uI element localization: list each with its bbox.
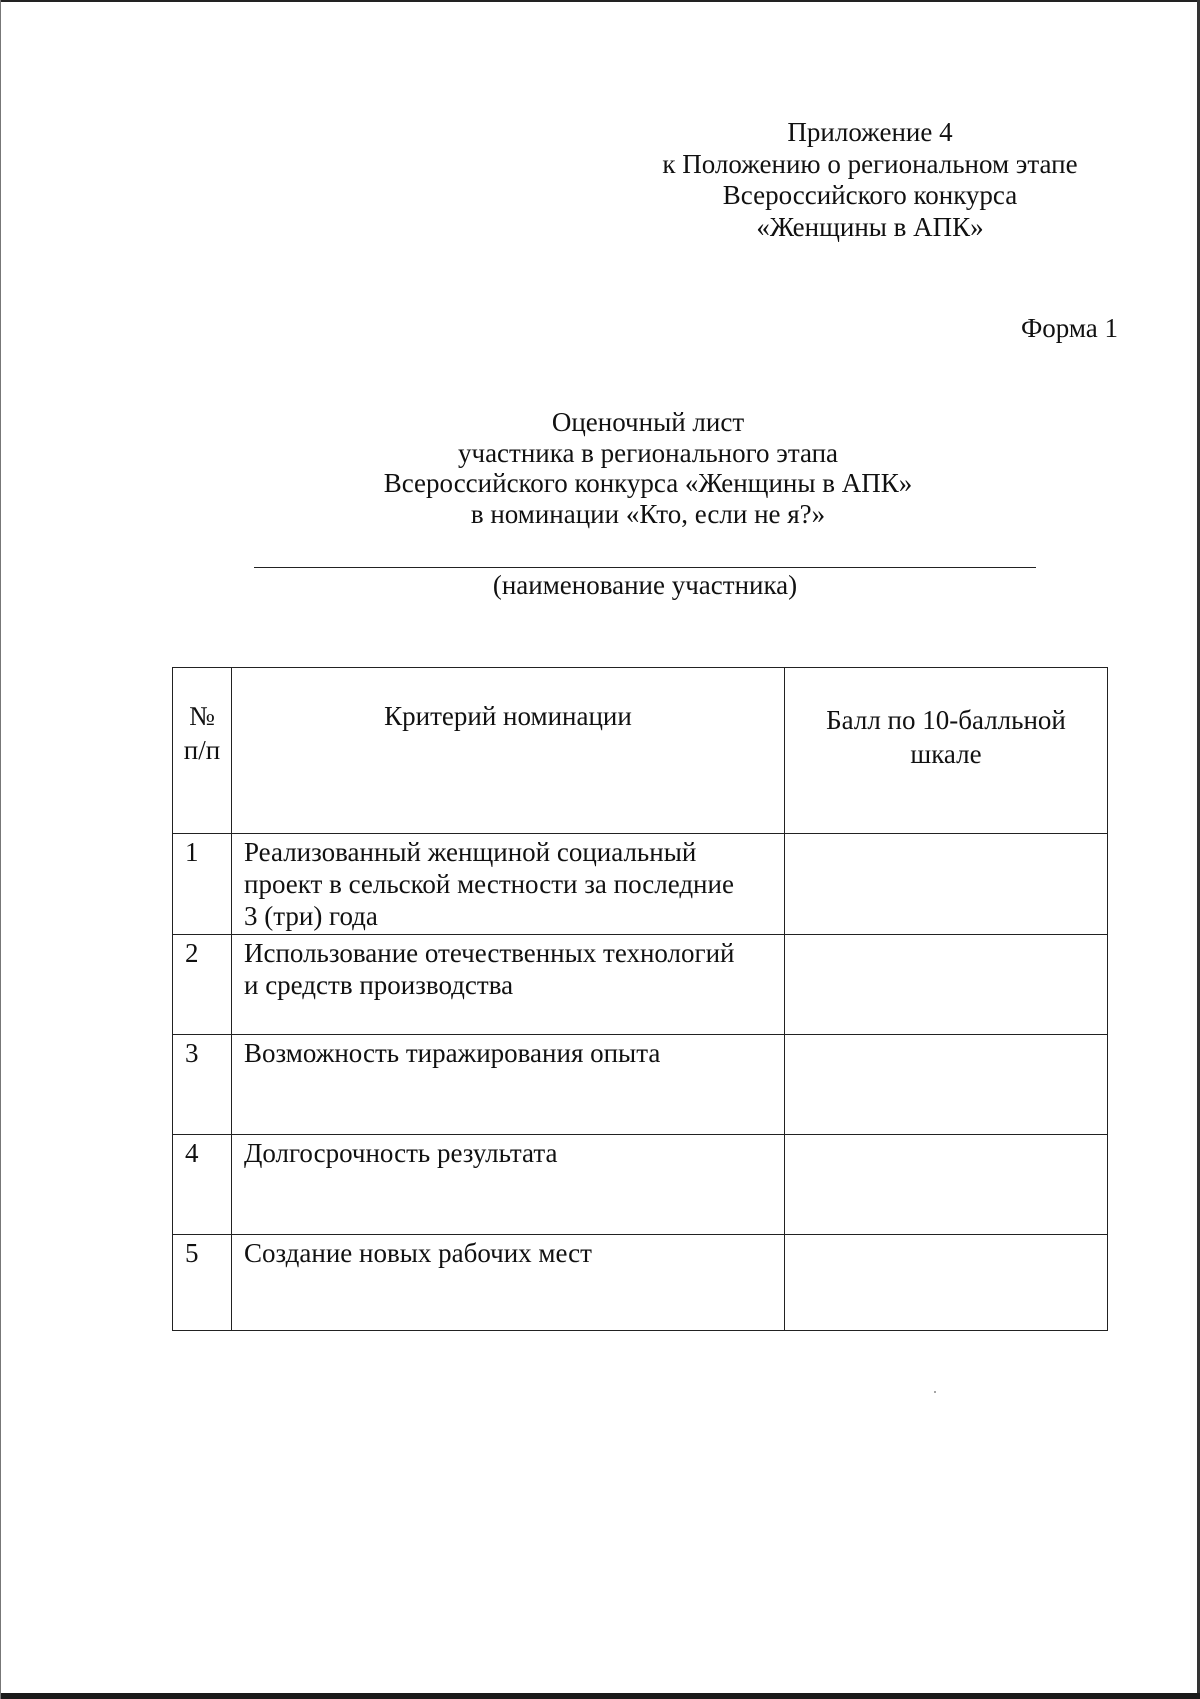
row-number: 1	[173, 834, 232, 935]
header-score	[785, 668, 1108, 834]
criterion-line: проект в сельской местности за последние	[244, 869, 734, 899]
criterion-line: Использование отечественных технологий	[244, 938, 735, 968]
header-score-line: Балл по 10-балльной	[826, 705, 1066, 735]
row-criterion	[232, 834, 785, 935]
title-line: участника в регионального этапа	[457, 437, 839, 468]
criterion-line: Возможность тиражирования опыта	[244, 1038, 661, 1068]
table-row	[173, 1135, 1108, 1235]
appendix-line: Приложение 4	[787, 117, 953, 147]
scan-edge-bottom	[0, 1693, 1200, 1699]
row-number: 5	[173, 1235, 232, 1331]
row-criterion	[232, 935, 785, 1035]
criterion-line: Реализованный женщиной социальный	[244, 837, 697, 867]
row-score-cell[interactable]	[785, 1235, 1108, 1331]
evaluation-table	[172, 667, 1108, 1331]
row-score-cell[interactable]	[785, 1135, 1108, 1235]
header-number	[173, 668, 232, 834]
scan-speck	[934, 1391, 936, 1393]
scan-edge-left	[0, 0, 1, 1699]
criterion-line: Долгосрочность результата	[244, 1138, 558, 1168]
criterion-line: Создание новых рабочих мест	[244, 1238, 592, 1268]
header-number-line: п/п	[183, 735, 221, 765]
participant-name-line[interactable]	[254, 567, 1036, 568]
header-criterion	[232, 668, 785, 834]
row-criterion	[232, 1235, 785, 1331]
appendix-header	[640, 117, 1100, 243]
row-criterion	[232, 1035, 785, 1135]
appendix-line: к Положению о региональном этапе	[662, 148, 1078, 179]
row-number: 2	[173, 935, 232, 1035]
criterion-line: 3 (три) года	[244, 901, 378, 931]
criterion-line: и средств производства	[244, 970, 514, 1000]
form-label: Форма 1	[1020, 313, 1118, 343]
title-line: Оценочный лист	[551, 407, 745, 437]
table-row	[173, 1235, 1108, 1331]
table-row	[173, 935, 1108, 1035]
row-score-cell[interactable]	[785, 1035, 1108, 1135]
header-number-line: №	[189, 701, 215, 731]
appendix-line: Всероссийского конкурса	[722, 180, 1018, 210]
table-row	[173, 834, 1108, 935]
table-header-row	[173, 668, 1108, 834]
title-line: в номинации «Кто, если не я?»	[470, 498, 826, 529]
title-line: Всероссийского конкурса «Женщины в АПК»	[383, 468, 913, 498]
header-score-line: шкале	[910, 739, 982, 769]
row-number: 4	[173, 1135, 232, 1235]
row-score-cell[interactable]	[785, 935, 1108, 1035]
table-row	[173, 1035, 1108, 1135]
row-criterion	[232, 1135, 785, 1235]
row-score-cell[interactable]	[785, 834, 1108, 935]
row-number: 3	[173, 1035, 232, 1135]
appendix-line: «Женщины в АПК»	[756, 211, 984, 242]
scan-edge-top	[0, 0, 1200, 2]
participant-name-caption: (наименование участника)	[492, 570, 798, 600]
header-criterion-label: Критерий номинации	[384, 701, 632, 731]
document-title	[248, 407, 1048, 529]
